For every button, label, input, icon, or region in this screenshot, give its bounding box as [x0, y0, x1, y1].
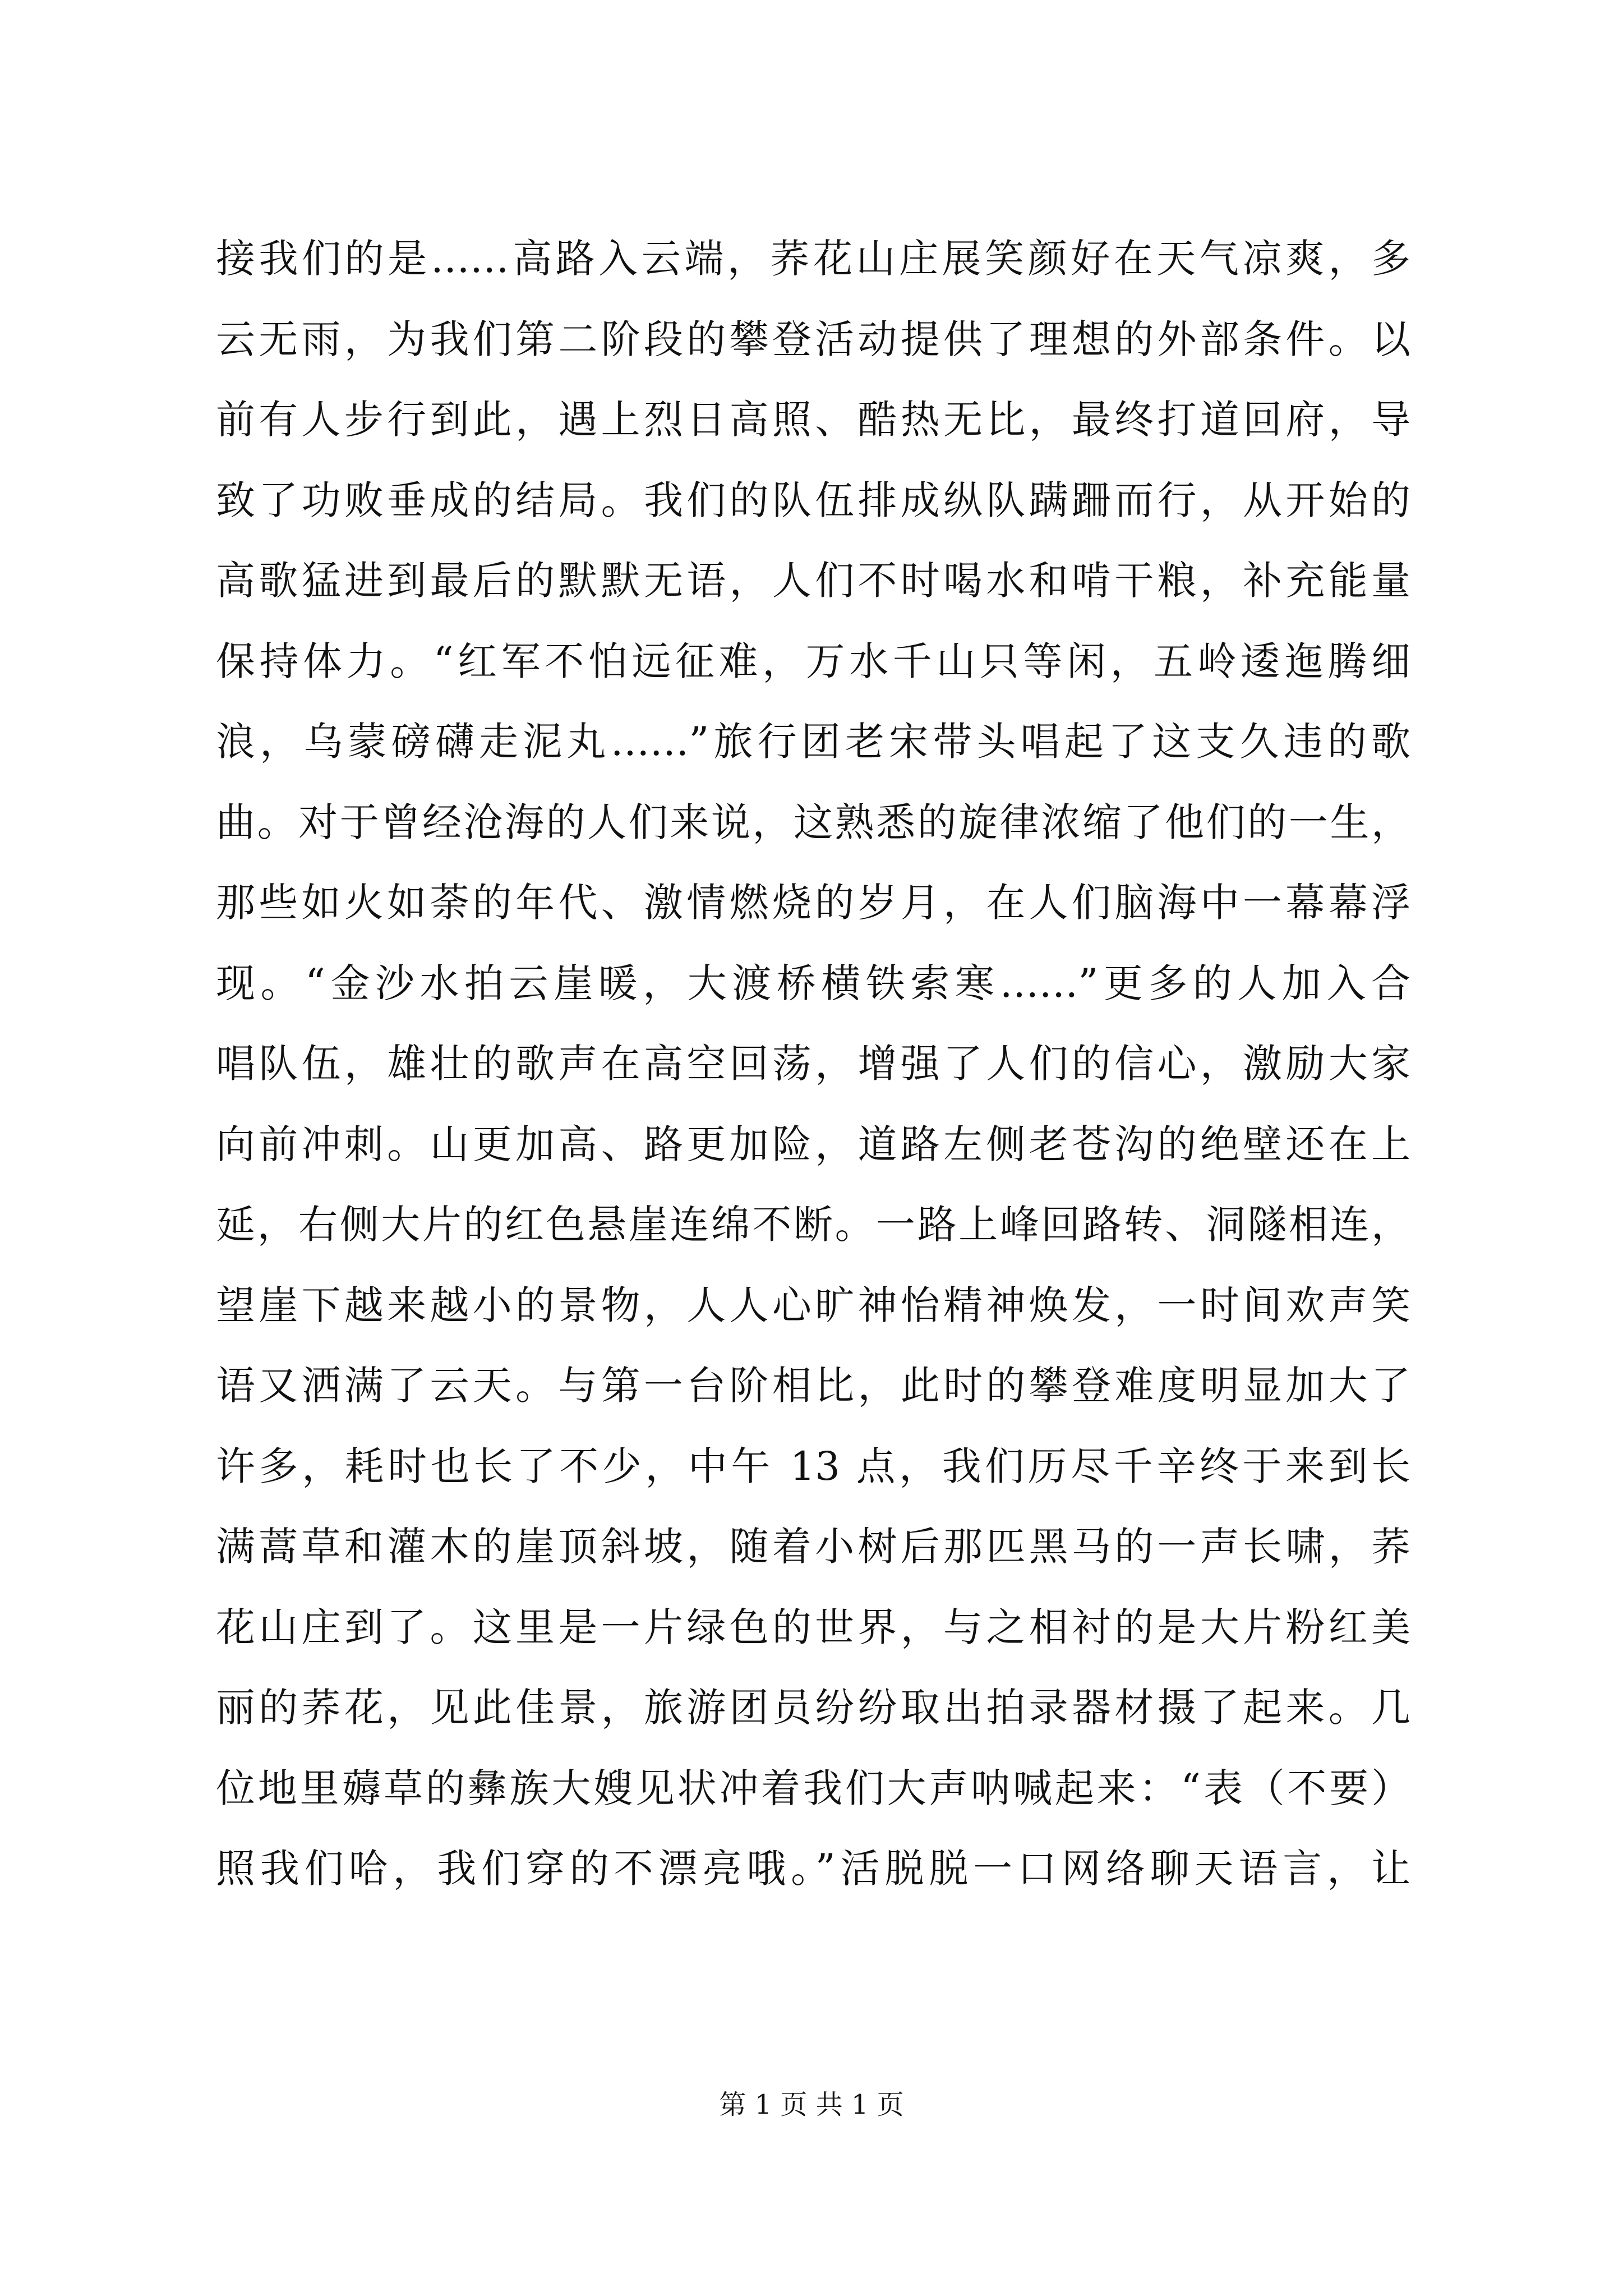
text-line: 曲。对于曾经沧海的人们来说，这熟悉的旋律浓缩了他们的一生，	[216, 799, 1410, 845]
text-line: 前有人步行到此，遇上烈日高照、酷热无比，最终打道回府，导	[216, 397, 1410, 443]
text-line: 现。“金沙水拍云崖暖，大渡桥横铁索寒……”更多的人加入合	[216, 960, 1410, 1006]
text-line: 望崖下越来越小的景物，人人心旷神怡精神焕发，一时间欢声笑	[216, 1282, 1410, 1328]
text-line: 花山庄到了。这里是一片绿色的世界，与之相衬的是大片粉红美	[216, 1604, 1410, 1650]
text-line: 照我们哈，我们穿的不漂亮哦。”活脱脱一口网络聊天语言，让	[216, 1846, 1410, 1892]
text-line: 接我们的是……高路入云端，荞花山庄展笑颜好在天气凉爽，多	[216, 236, 1410, 282]
text-line: 丽的荞花，见此佳景，旅游团员纷纷取出拍录器材摄了起来。几	[216, 1685, 1410, 1731]
text-line: 云无雨，为我们第二阶段的攀登活动提供了理想的外部条件。以	[216, 316, 1410, 362]
text-line: 许多，耗时也长了不少，中午 13 点，我们历尽千辛终于来到长	[216, 1443, 1410, 1489]
text-line: 高歌猛进到最后的默默无语，人们不时喝水和啃干粮，补充能量	[216, 558, 1410, 604]
text-line: 保持体力。“红军不怕远征难，万水千山只等闲，五岭逶迤腾细	[216, 638, 1410, 684]
text-line: 位地里薅草的彝族大嫂见状冲着我们大声呐喊起来：“表（不要）	[216, 1765, 1410, 1811]
text-line: 语又洒满了云天。与第一台阶相比，此时的攀登难度明显加大了	[216, 1363, 1410, 1409]
text-line: 致了功败垂成的结局。我们的队伍排成纵队蹒跚而行，从开始的	[216, 477, 1410, 523]
text-line: 那些如火如荼的年代、激情燃烧的岁月，在人们脑海中一幕幕浮	[216, 880, 1410, 926]
text-line: 向前冲刺。山更加高、路更加险，道路左侧老苍沟的绝壁还在上	[216, 1121, 1410, 1167]
text-line: 满蒿草和灌木的崖顶斜坡，随着小树后那匹黑马的一声长啸，荞	[216, 1524, 1410, 1570]
body-text	[216, 219, 1410, 1910]
text-line: 延，右侧大片的红色悬崖连绵不断。一路上峰回路转、洞隧相连，	[216, 1202, 1410, 1248]
text-line: 唱队伍，雄壮的歌声在高空回荡，增强了人们的信心，激励大家	[216, 1041, 1410, 1087]
text-line: 浪，乌蒙磅礴走泥丸……”旅行团老宋带头唱起了这支久违的歌	[216, 719, 1410, 765]
page-footer: 第 1 页 共 1 页	[719, 2089, 904, 2120]
